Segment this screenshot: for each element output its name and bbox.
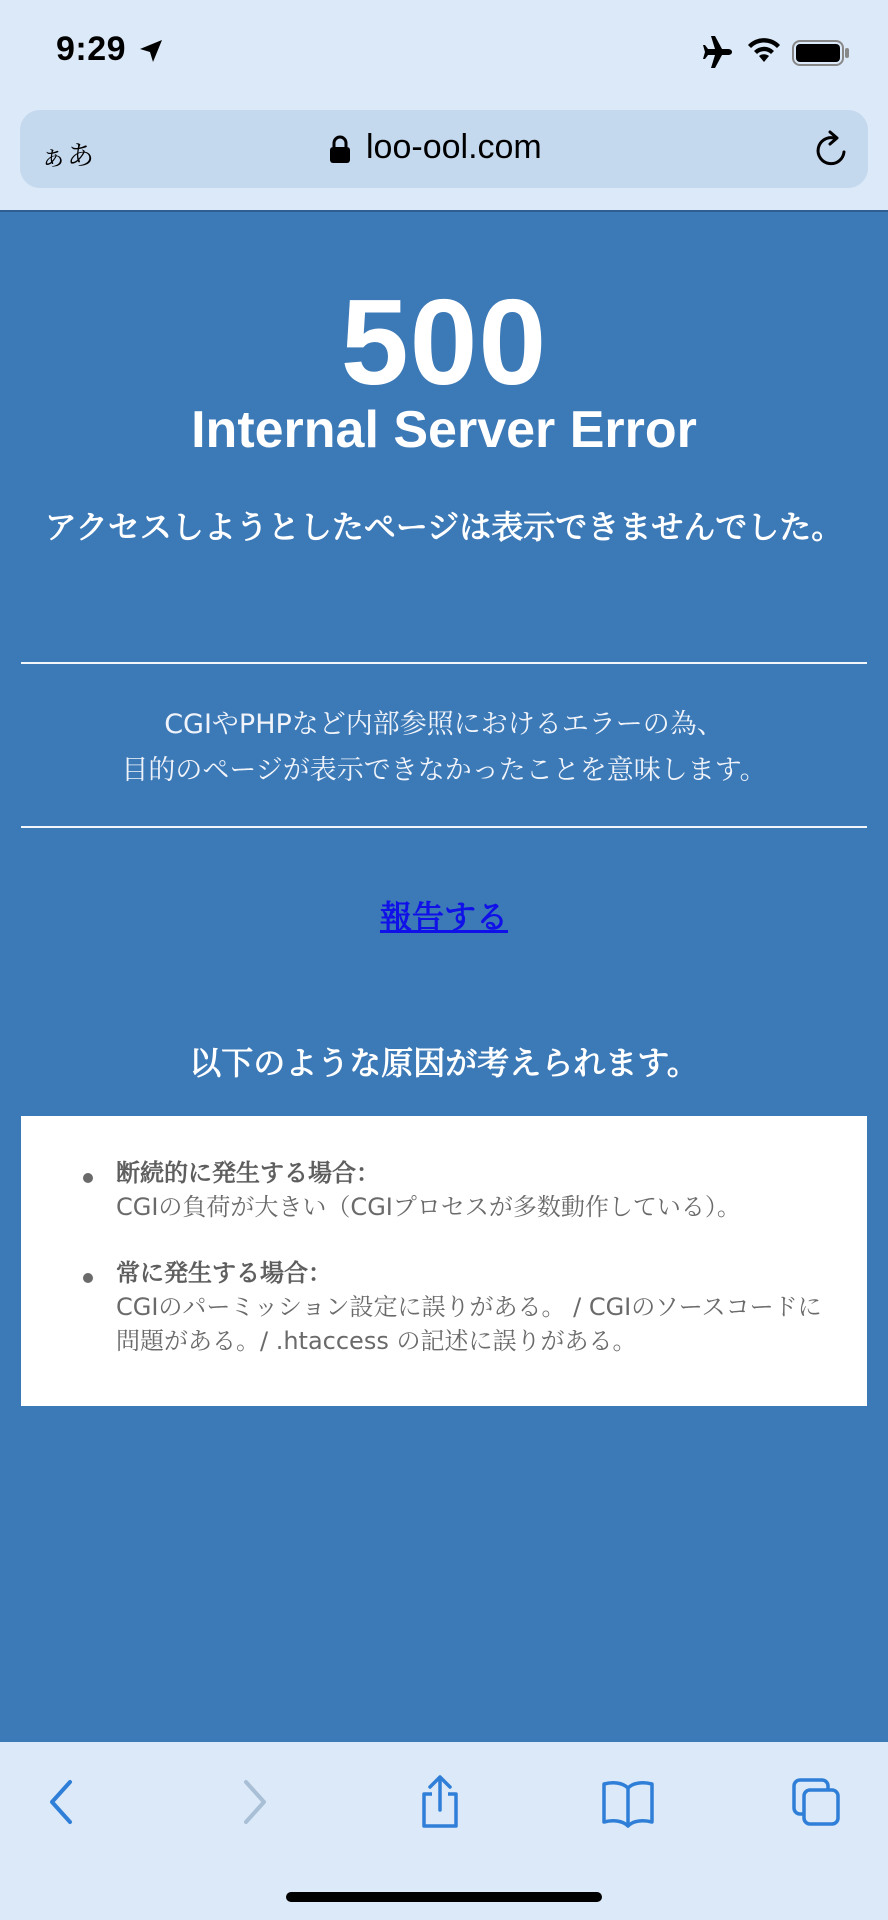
cause-title: 常に発生する場合： [116,1259,332,1287]
share-icon[interactable] [416,1774,464,1830]
cause-text: CGIのパーミッション設定に誤りがある。 / CGIのソースコードに問題がある。/ .htaccess の記述に誤りがある。 [116,1293,822,1355]
forward-icon[interactable] [236,1774,272,1830]
status-bar [0,0,888,108]
cause-title: 断続的に発生する場合： [116,1159,380,1187]
report-link-label[interactable]: 報告する [379,898,508,936]
bullet-icon [83,1173,93,1183]
error-title: Internal Server Error [191,401,697,459]
bullet-icon [83,1273,93,1283]
description-line-1: CGIやPHPなど内部参照におけるエラーの為、 [164,709,724,740]
airplane-icon [700,36,736,68]
home-indicator[interactable] [286,1892,602,1902]
report-link[interactable] [0,892,888,938]
reload-icon[interactable] [812,130,850,170]
divider-top [21,662,867,664]
address-bar[interactable] [20,110,868,188]
list-item [116,1256,836,1358]
status-time: 9:29 [56,30,127,68]
error-description [0,702,888,794]
divider-bottom [21,826,867,828]
location-arrow-icon [138,38,164,64]
cause-text: CGIの負荷が大きい（CGIプロセスが多数動作している）。 [116,1193,741,1221]
browser-toolbar [0,1742,888,1920]
back-icon[interactable] [44,1774,80,1830]
list-item [116,1156,836,1224]
wifi-icon [746,36,782,64]
bookmarks-icon[interactable] [600,1774,656,1830]
text-size-button[interactable]: ぁあ [40,141,94,172]
lock-icon [328,134,352,164]
causes-heading: 以下のような原因が考えられます。 [189,1044,699,1082]
tabs-icon[interactable] [790,1774,842,1830]
error-message: アクセスしようとしたページは表示できませんでした。 [44,508,844,546]
url-text[interactable]: loo-ool.com [366,128,542,166]
error-code: 500 [340,274,548,410]
causes-list [21,1116,867,1406]
description-line-2: 目的のページが表示できなかったことを意味します。 [121,755,767,786]
error-page [0,210,888,1742]
battery-icon [792,40,850,66]
